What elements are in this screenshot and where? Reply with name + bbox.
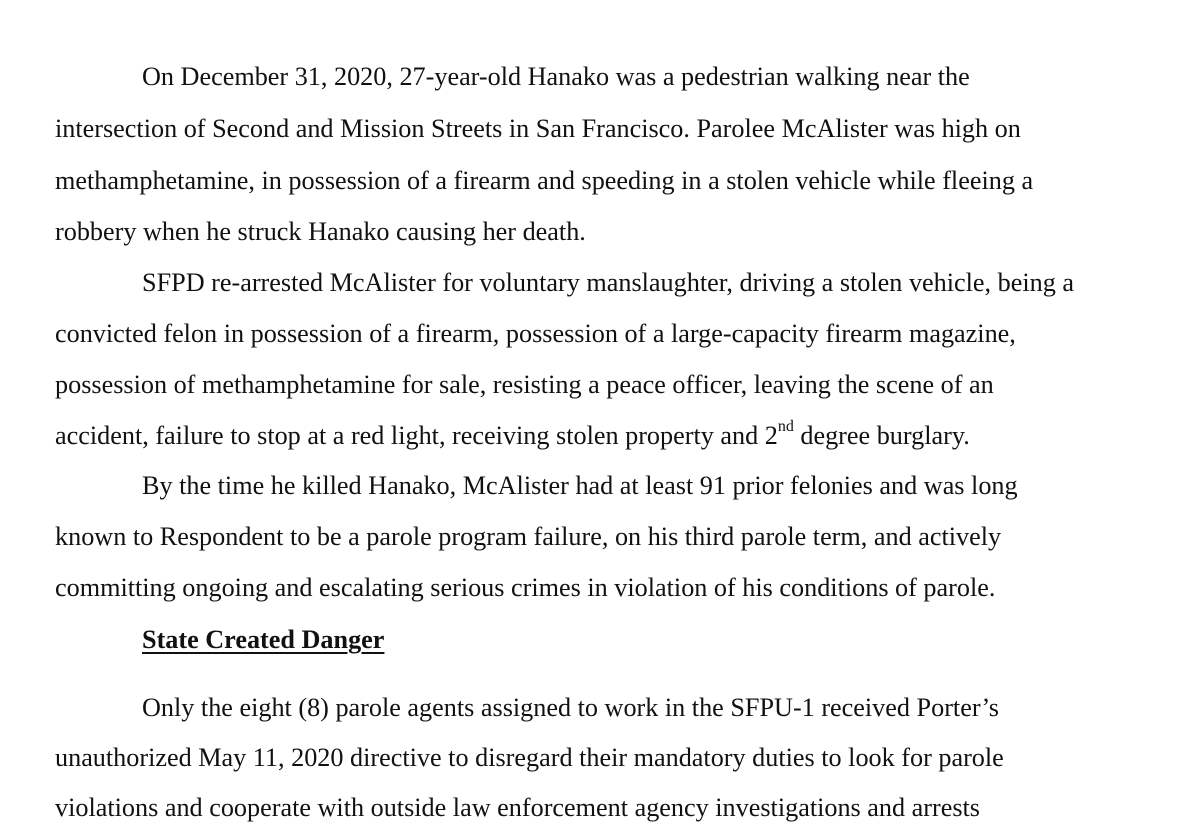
ordinal-superscript: nd xyxy=(777,418,794,436)
paragraph-2-line-4-text: accident, failure to stop at a red light, receiving stolen property and 2 xyxy=(55,421,778,450)
paragraph-1-line-1: On December 31, 2020, 27-year-old Hanako was a pedestrian walking near the xyxy=(142,62,970,91)
paragraph-4-line-3: violations and cooperate with outside law enforcement agency investigations and arrests xyxy=(55,793,981,822)
paragraph-2-line-4-end: degree burglary. xyxy=(793,421,970,450)
paragraph-2-line-4 xyxy=(55,418,970,450)
paragraph-2-line-2: convicted felon in possession of a firearm, possession of a large-capacity firearm magazine, xyxy=(55,319,1016,348)
paragraph-4-line-2: unauthorized May 11, 2020 directive to disregard their mandatory duties to look for parole xyxy=(55,743,1004,772)
paragraph-3-line-2: known to Respondent to be a parole program failure, on his third parole term, and actively xyxy=(55,522,1002,551)
section-heading: State Created Danger xyxy=(142,625,385,654)
paragraph-3-line-3: committing ongoing and escalating serious crimes in violation of his conditions of parole. xyxy=(55,573,996,602)
paragraph-1-line-3: methamphetamine, in possession of a firearm and speeding in a stolen vehicle while fleeing a xyxy=(55,166,1034,195)
paragraph-2-line-3: possession of methamphetamine for sale, resisting a peace officer, leaving the scene of an xyxy=(55,370,994,399)
paragraph-2-line-1: SFPD re-arrested McAlister for voluntary manslaughter, driving a stolen vehicle, being a xyxy=(142,268,1074,297)
paragraph-3-line-1: By the time he killed Hanako, McAlister had at least 91 prior felonies and was long xyxy=(142,471,1018,500)
paragraph-1-line-4: robbery when he struck Hanako causing her death. xyxy=(55,217,586,246)
paragraph-1-line-2: intersection of Second and Mission Streets in San Francisco. Parolee McAlister was high on xyxy=(55,114,1021,143)
paragraph-4-line-1: Only the eight (8) parole agents assigned to work in the SFPU-1 received Porter’s xyxy=(142,693,999,722)
